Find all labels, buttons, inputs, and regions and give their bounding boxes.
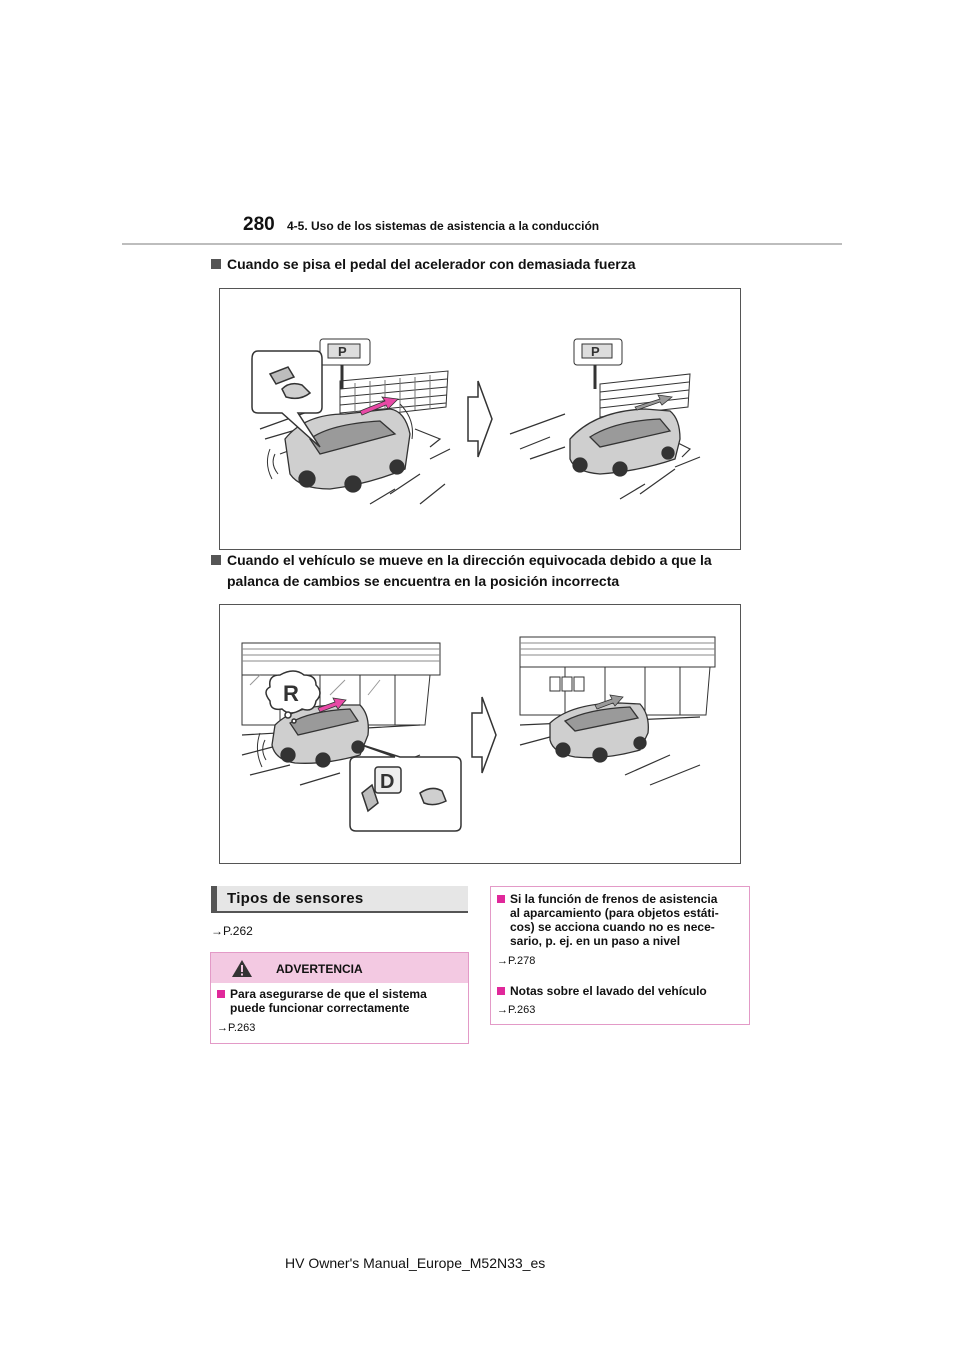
parking-sign-left: P [338,344,347,359]
section-heading-accelerator: Cuando se pisa el pedal del acelerador con demasiada fuerza [211,254,635,275]
bullet-square-icon [497,895,505,903]
warning-box [210,952,469,1044]
bullet-square-icon [211,259,221,269]
section-title-bar [211,886,468,913]
gear-d-label: D [380,771,395,793]
note-item-1-line3: cos) se acciona cuando no es nece- [510,920,715,934]
section-heading-wrong-direction-line2: palanca de cambios se encuentra en la posición incorrecta [227,573,620,589]
bullet-square-icon [217,990,225,998]
notes-box [490,886,750,1025]
chapter-title: 4-5. Uso de los sistemas de asistencia a la conducción [287,219,600,233]
note-item-1-line2: al aparcamiento (para objetos estáti- [510,906,719,920]
section-title-tipos: Tipos de sensores [227,890,364,907]
illustration-wrong-gear [219,604,741,864]
accelerator-scene [220,289,740,549]
parking-sign-right: P [591,344,600,359]
warning-item-1: Para asegurarse de que el sistema [217,987,427,1001]
page-number: 280 [243,214,275,235]
note-item-2: Notas sobre el lavado del vehículo [497,984,707,998]
gear-r-label: R [283,681,299,706]
note-item-2-ref[interactable]: →P.263 [497,1004,536,1016]
warning-item-1-ref[interactable]: →P.263 [217,1022,256,1034]
note-item-1: Si la función de frenos de asistencia [497,892,717,906]
wrong-gear-scene [220,605,740,863]
page-reference[interactable]: →P.262 [211,924,253,938]
note-item-1-line4: sario, p. ej. en un paso a nivel [510,934,681,948]
illustration-accelerator [219,288,741,550]
note-item-1-ref[interactable]: →P.278 [497,955,536,967]
section-heading-wrong-direction: Cuando el vehículo se mueve en la dirección equivocada debido a que la [211,550,712,571]
warning-header [211,953,468,983]
warning-triangle-icon [231,959,253,978]
footer-manual-name: HV Owner's Manual_Europe_M52N33_es [285,1255,546,1271]
warning-item-1-line2: puede funcionar correctamente [230,1001,410,1015]
header-rule [122,243,842,245]
bullet-square-icon [497,987,505,995]
bullet-square-icon [211,555,221,565]
warning-title: ADVERTENCIA [276,962,363,976]
